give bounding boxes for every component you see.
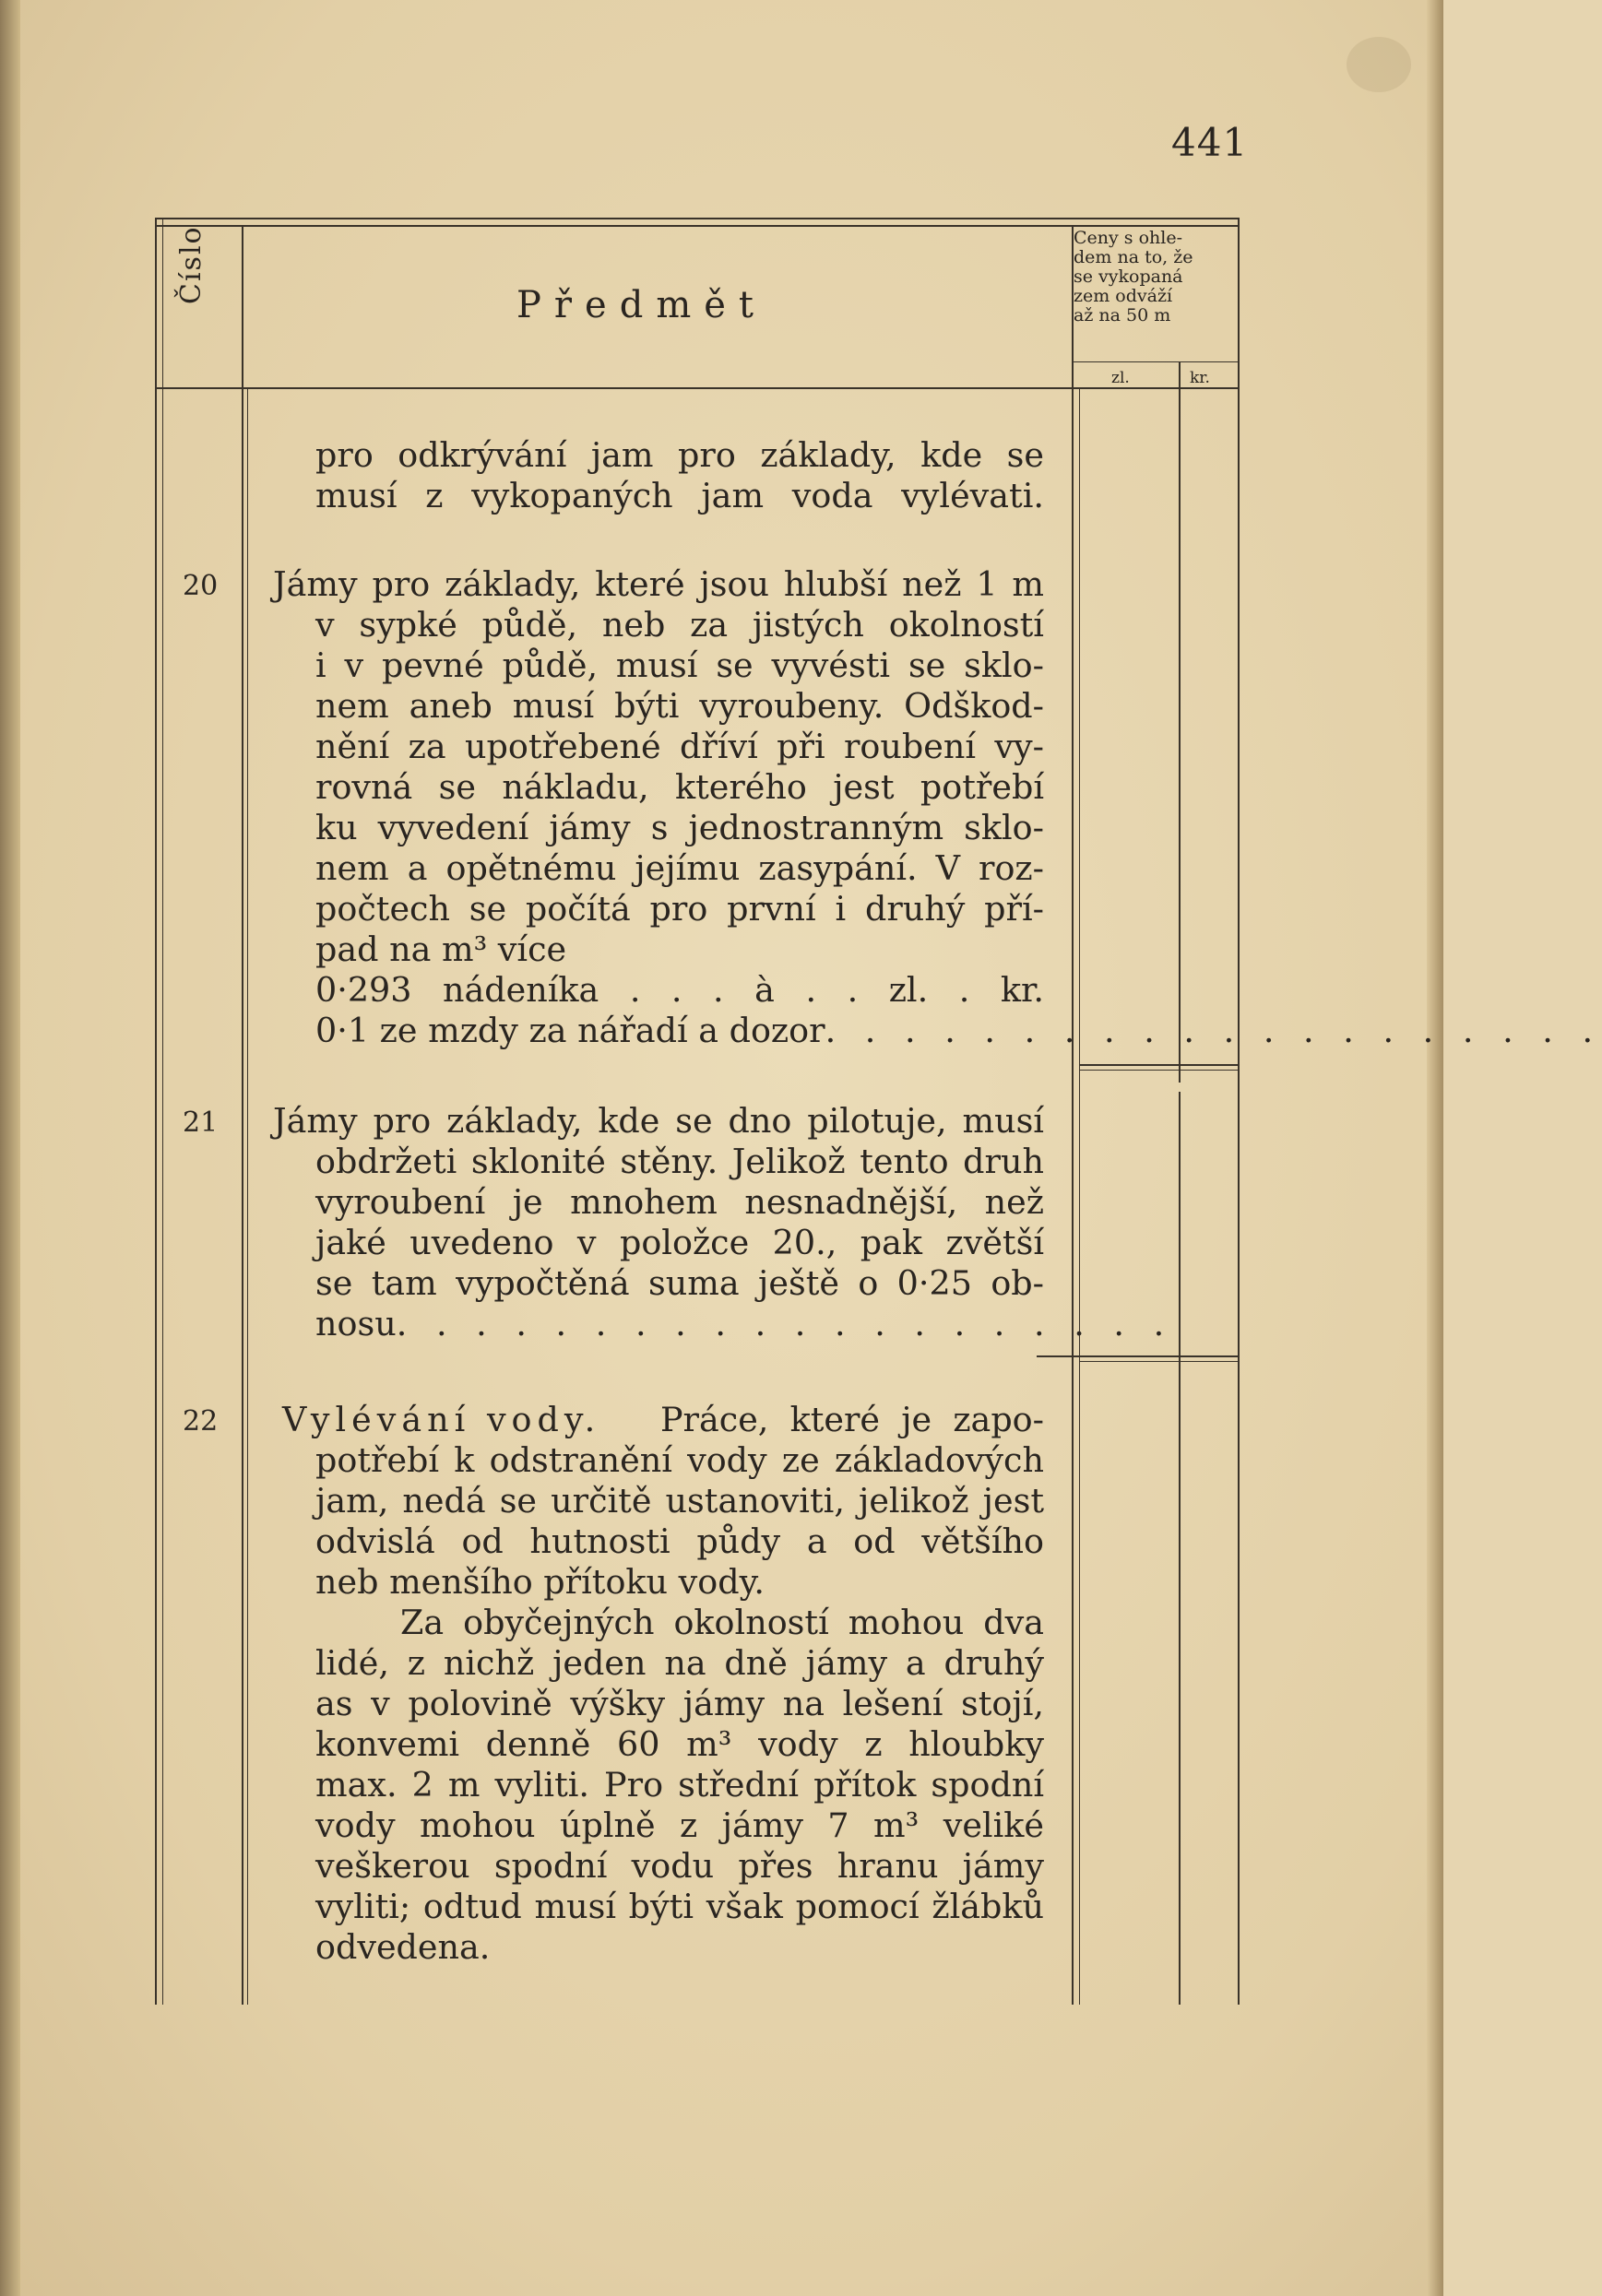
text-line: Jámy pro základy, kde se dno pilotuje, musí — [273, 1101, 1044, 1141]
text-line: pro odkrývání jam pro základy, kde se — [315, 435, 1044, 475]
page-number: 441 — [1171, 120, 1249, 165]
dot-leader: . . . . . . . . . . . . . . . . . . . . — [396, 1304, 1174, 1343]
text-line: vyliti; odtud musí býti však pomocí žlábků — [315, 1887, 1044, 1926]
dot-leader-text: nosu — [315, 1304, 397, 1343]
table-top-rule-inner — [155, 225, 1240, 227]
text-line: musí z vykopaných jam voda vylévati. — [315, 476, 1044, 515]
item-heading — [282, 1400, 605, 1440]
price-header-line: Ceny s ohle- — [1074, 228, 1182, 248]
calculation-line: 0·293 nádeníka . . . à . . zl. . kr. — [315, 970, 1044, 1010]
text-line: ku vyvedení jámy s jednostranným sklo- — [315, 808, 1044, 847]
item-number: 20 — [183, 570, 219, 602]
zl-kr-divider-lower — [1179, 1092, 1181, 2005]
text-line: Práce, které je zapo- — [660, 1400, 1044, 1439]
text-line: vyroubení je mnohem nesnadnější, než — [315, 1182, 1044, 1222]
amount-rule — [1079, 1064, 1179, 1066]
amount-rule-thin — [1079, 1070, 1238, 1071]
text-line: rovná se nákladu, kterého jest potřebí — [315, 767, 1044, 807]
left-border-inner — [162, 218, 163, 2005]
text-line: Jámy pro základy, které jsou hlubší než 1 m — [273, 564, 1044, 604]
text-line: se tam vypočtěná suma ještě o 0·25 ob- — [315, 1263, 1044, 1303]
table-top-rule — [155, 218, 1240, 219]
text-line: počtech se počítá pro první i druhý pří- — [315, 889, 1044, 929]
zl-column-header: zl. — [1111, 369, 1130, 387]
text-line: jaké uvedeno v položce 20., pak zvětší — [315, 1223, 1044, 1262]
text-line: odvislá od hutnosti půdy a od většího — [315, 1521, 1044, 1561]
price-header-line: zem odváží — [1074, 286, 1173, 306]
item-number: 22 — [183, 1405, 219, 1438]
price-header-rule — [1072, 361, 1240, 362]
text-line: obdržeti sklonité stěny. Jelikož tento druh — [315, 1142, 1044, 1181]
text-line: pad na m³ více — [315, 929, 567, 969]
text-line: lidé, z nichž jeden na dně jámy a druhý — [315, 1643, 1044, 1683]
price-column-header — [1074, 229, 1238, 325]
item-number: 21 — [183, 1107, 219, 1139]
text-line: veškerou spodní vodu přes hranu jámy — [315, 1846, 1044, 1886]
text-line: nem aneb musí býti vyroubeny. Odškod- — [315, 686, 1044, 726]
amount-rule-thin — [1079, 1361, 1238, 1362]
amount-rule — [1037, 1355, 1238, 1357]
number-column-header: Číslo — [175, 225, 208, 304]
zl-kr-divider — [1179, 361, 1181, 1083]
text-line: neb menšího přítoku vody. — [315, 1562, 765, 1602]
subject-col-divider — [1072, 225, 1074, 2005]
text-line: Za obyčejných okolností mohou dva — [400, 1603, 1044, 1642]
text-line: odvedena. — [315, 1927, 491, 1967]
text-line: konvemi denně 60 m³ vody z hloubky — [315, 1724, 1044, 1764]
page-binding-edge — [0, 0, 20, 2296]
subject-col-divider-inner — [1079, 387, 1080, 2005]
page-outer-edge — [1427, 0, 1443, 2296]
dot-leader-text: 0·1 ze mzdy za nářadí a dozor — [315, 1011, 825, 1050]
subject-column-header: Předmět — [516, 284, 766, 326]
left-border — [155, 218, 157, 2005]
price-header-line: až na 50 m — [1074, 305, 1171, 325]
heading-spaced-text: Vylévání vody. — [282, 1400, 601, 1439]
text-line: jam, nedá se určitě ustanoviti, jelikož jest — [315, 1481, 1044, 1521]
text-line: potřebí k odstranění vody ze základových — [315, 1440, 1044, 1480]
dot-leader: . . . . . . . . . . . . . . . . . . . . — [825, 1011, 1602, 1050]
header-bottom-rule — [155, 387, 1240, 389]
kr-column-header: kr. — [1190, 369, 1210, 387]
right-border — [1238, 218, 1240, 2005]
paper-stain — [1347, 37, 1411, 92]
dot-leader-line — [315, 1011, 1602, 1051]
text-line: nění za upotřebené dříví při roubení vy- — [315, 727, 1044, 766]
price-header-line: dem na to, že — [1074, 247, 1193, 267]
text-line: max. 2 m vyliti. Pro střední přítok spodní — [315, 1765, 1044, 1805]
dot-leader-line — [315, 1304, 1174, 1344]
number-col-divider — [242, 225, 243, 2005]
text-line: v sypké půdě, neb za jistých okolností — [315, 605, 1044, 645]
price-header-line: se vykopaná — [1074, 266, 1183, 287]
amount-rule — [1181, 1064, 1238, 1066]
text-line: as v polovině výšky jámy na lešení stojí, — [315, 1684, 1044, 1723]
text-line: nem a opětnému jejímu zasypání. V roz- — [315, 848, 1044, 888]
number-col-divider-inner — [247, 387, 248, 2005]
text-line: vody mohou úplně z jámy 7 m³ veliké — [315, 1805, 1044, 1845]
text-line: i v pevné půdě, musí se vyvésti se sklo- — [315, 645, 1044, 685]
